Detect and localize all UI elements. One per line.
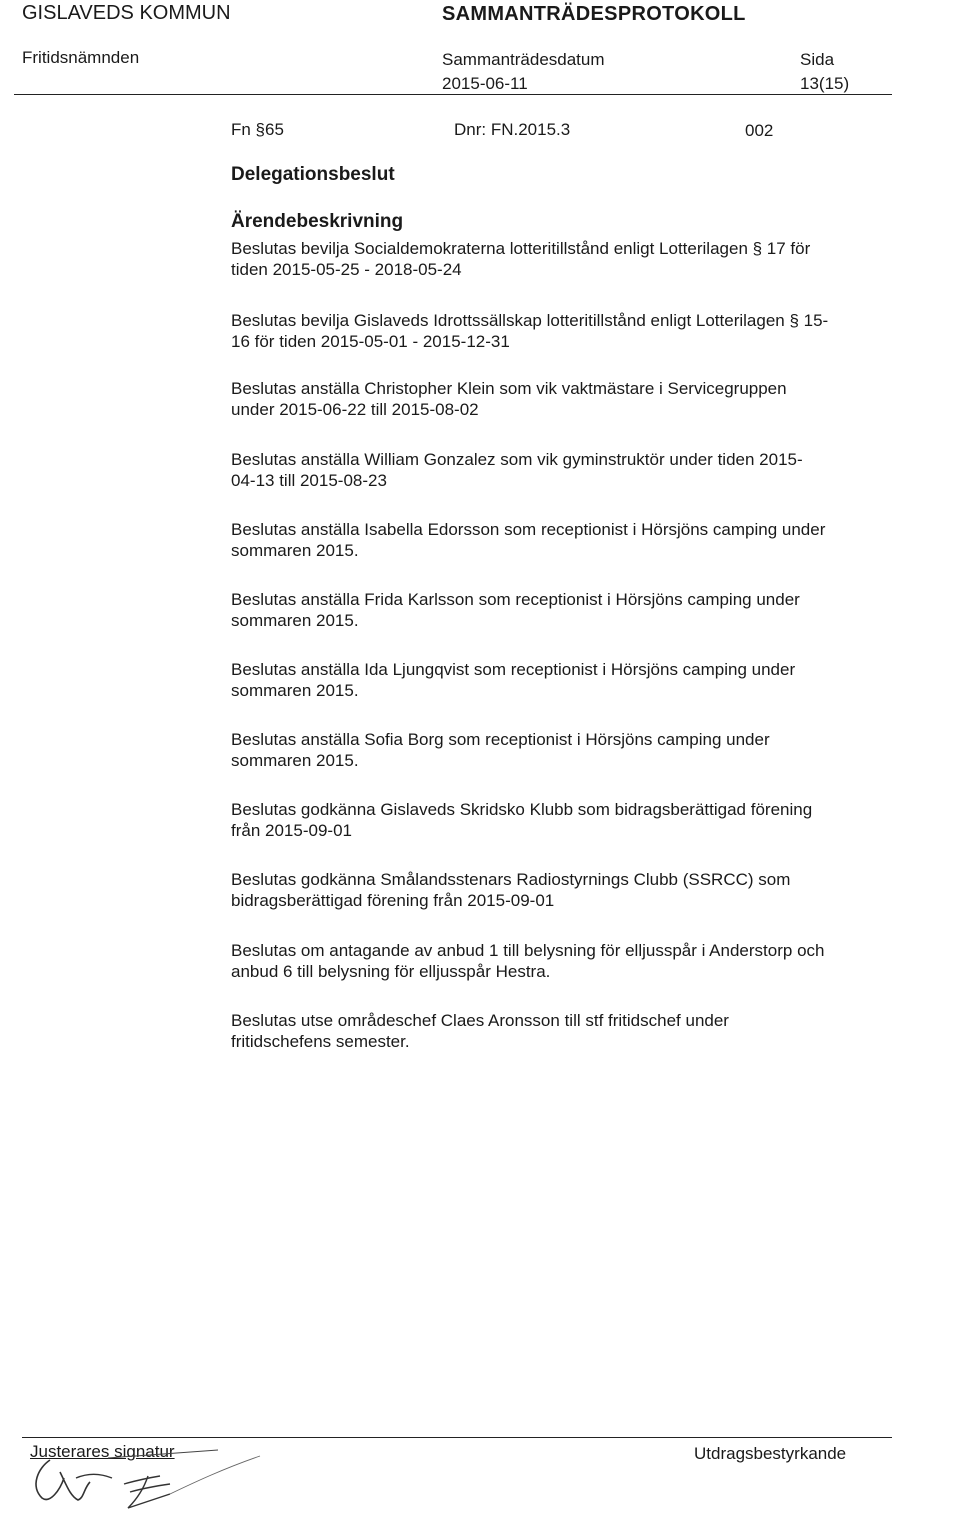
decision-paragraph: Beslutas om antagande av anbud 1 till belysning för elljusspår i Anderstorp och anbud 6 till belysning för elljusspår Hestra.	[231, 941, 825, 981]
decision-paragraph: Beslutas anställa Christopher Klein som vik vaktmästare i Servicegruppen under 2015-06-22 till 2015-08-02	[231, 379, 787, 419]
decision-paragraph: Beslutas anställa Sofia Borg som receptionist i Hörsjöns camping under sommaren 2015.	[231, 730, 770, 770]
decision-paragraph: Beslutas bevilja Gislaveds Idrottssällskap lotteritillstånd enligt Lotterilagen § 15- 16 för tiden 2015-05-01 - 2015-12-31	[231, 311, 829, 351]
page-label: Sida	[800, 50, 835, 69]
signature-label: Justerares signatur	[30, 1442, 175, 1461]
meeting-date-label: Sammanträdesdatum	[442, 50, 605, 69]
decision-paragraph: Beslutas anställa Ida Ljungqvist som receptionist i Hörsjöns camping under sommaren 2015.	[231, 660, 796, 700]
page-number: 13(15)	[800, 74, 850, 93]
case-dnr: Dnr: FN.2015.3	[454, 120, 571, 139]
meeting-date-value: 2015-06-11	[442, 74, 528, 93]
decision-paragraph: Beslutas anställa Isabella Edorsson som receptionist i Hörsjöns camping under sommaren 2015.	[231, 520, 826, 560]
header-rule	[14, 94, 892, 95]
decision-paragraph: Beslutas utse områdeschef Claes Aronsson till stf fritidschef under fritidschefens semester.	[231, 1011, 729, 1051]
case-code: 002	[745, 121, 774, 140]
decision-paragraph: Beslutas godkänna Gislaveds Skridsko Klubb som bidragsberättigad förening från 2015-09-01	[231, 800, 813, 840]
document-type: SAMMANTRÄDESPROTOKOLL	[442, 3, 746, 25]
case-paragraph: Fn §65	[231, 120, 284, 139]
decision-paragraph: Beslutas anställa Frida Karlsson som receptionist i Hörsjöns camping under sommaren 2015.	[231, 590, 800, 630]
decision-paragraph: Beslutas anställa William Gonzalez som vik gyminstruktör under tiden 2015- 04-13 till 2015-08-23	[231, 450, 803, 490]
section-heading: Ärendebeskrivning	[231, 211, 404, 232]
organization-name: GISLAVEDS KOMMUN	[22, 2, 231, 24]
extract-certification-label: Utdragsbestyrkande	[694, 1444, 847, 1463]
decision-paragraph: Beslutas godkänna Smålandsstenars Radiostyrnings Clubb (SSRCC) som bidragsberättigad förening från 2015-09-01	[231, 870, 791, 910]
handwritten-signature	[20, 1438, 280, 1518]
page-title: Delegationsbeslut	[231, 164, 395, 185]
decision-paragraph: Beslutas bevilja Socialdemokraterna lotteritillstånd enligt Lotterilagen § 17 för tiden 2015-05-25 - 2018-05-24	[231, 239, 811, 279]
committee-name: Fritidsnämnden	[22, 48, 140, 67]
